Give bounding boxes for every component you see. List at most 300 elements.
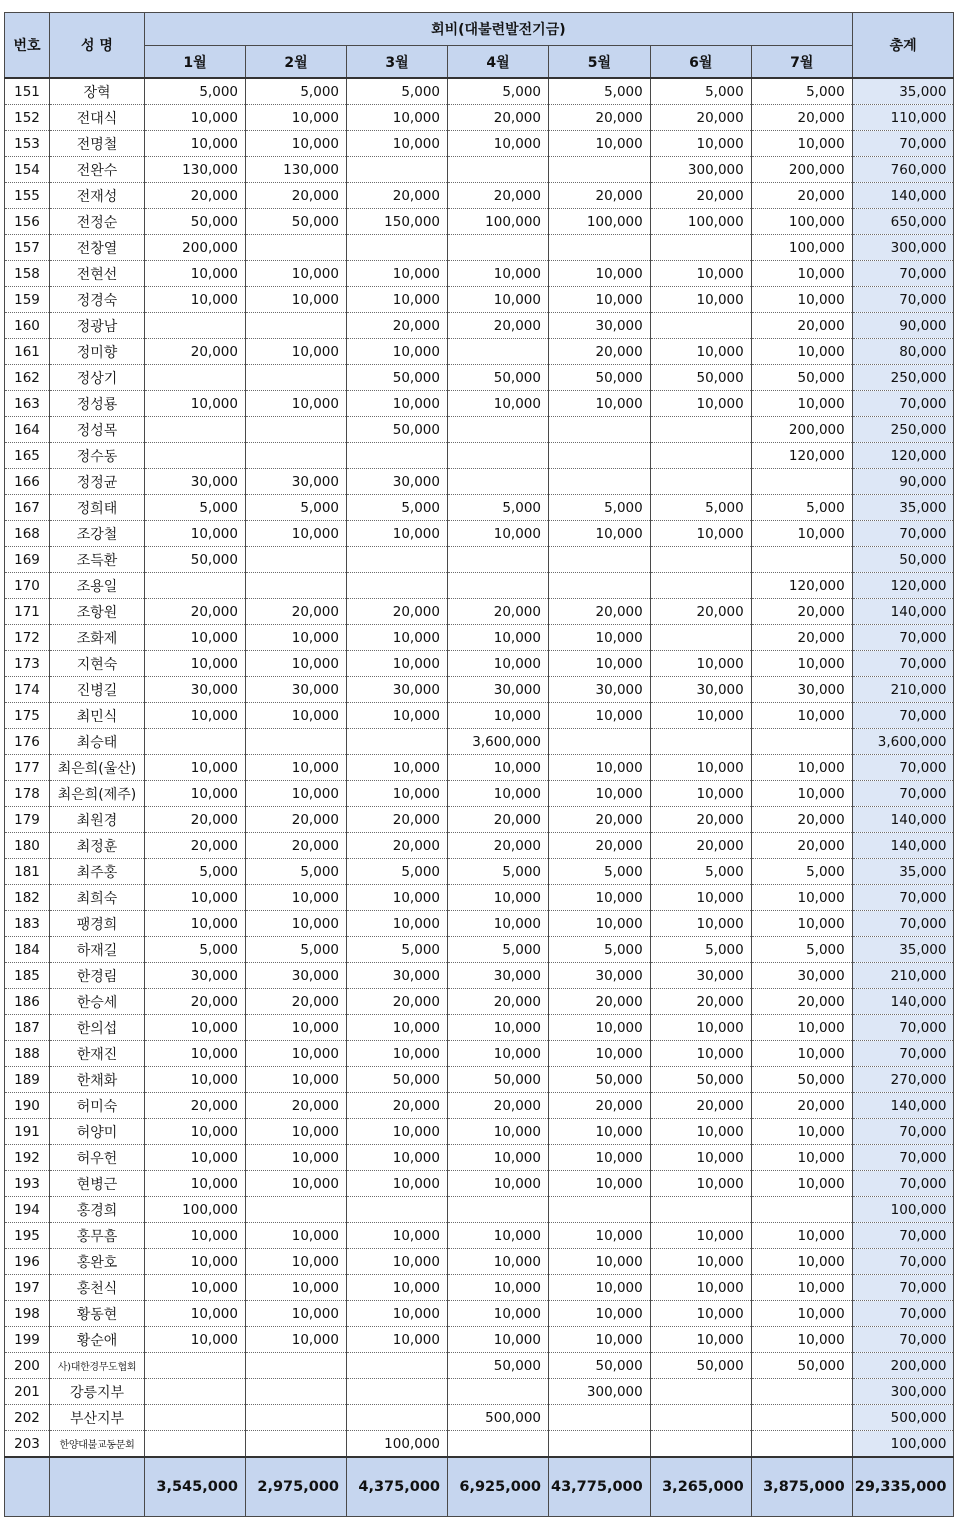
cell-month-6: 100,000 <box>650 209 751 235</box>
cell-month-5: 5,000 <box>549 495 651 521</box>
cell-month-2: 10,000 <box>246 1327 347 1353</box>
cell-month-1: 10,000 <box>145 521 246 547</box>
cell-no: 183 <box>5 911 50 937</box>
table-footer <box>5 1457 954 1517</box>
cell-month-5: 5,000 <box>549 78 651 105</box>
cell-month-5: 100,000 <box>549 209 651 235</box>
cell-month-2: 10,000 <box>246 781 347 807</box>
cell-name: 홍무흠 <box>50 1223 145 1249</box>
cell-month-4: 10,000 <box>448 1327 549 1353</box>
cell-month-6: 10,000 <box>650 885 751 911</box>
cell-month-1: 10,000 <box>145 1015 246 1041</box>
cell-total: 70,000 <box>852 755 954 781</box>
table-row <box>5 469 954 495</box>
cell-no: 158 <box>5 261 50 287</box>
cell-month-6: 300,000 <box>650 157 751 183</box>
cell-month-3: 100,000 <box>347 1431 448 1458</box>
cell-no: 154 <box>5 157 50 183</box>
cell-month-4: 10,000 <box>448 703 549 729</box>
table-row <box>5 287 954 313</box>
cell-month-6: 10,000 <box>650 1119 751 1145</box>
cell-name: 정광남 <box>50 313 145 339</box>
cell-month-3: 20,000 <box>347 313 448 339</box>
cell-month-3: 5,000 <box>347 78 448 105</box>
cell-month-5: 10,000 <box>549 1119 651 1145</box>
cell-no: 161 <box>5 339 50 365</box>
cell-month-3: 20,000 <box>347 599 448 625</box>
cell-month-4: 30,000 <box>448 963 549 989</box>
cell-month-2 <box>246 1405 347 1431</box>
cell-month-1: 10,000 <box>145 1249 246 1275</box>
cell-month-5: 50,000 <box>549 365 651 391</box>
cell-month-4: 30,000 <box>448 677 549 703</box>
cell-no: 165 <box>5 443 50 469</box>
cell-month-6 <box>650 1431 751 1458</box>
cell-month-4: 10,000 <box>448 261 549 287</box>
cell-month-6: 10,000 <box>650 391 751 417</box>
cell-month-3 <box>347 1405 448 1431</box>
cell-month-5: 20,000 <box>549 339 651 365</box>
cell-month-3: 10,000 <box>347 1275 448 1301</box>
table-row <box>5 885 954 911</box>
cell-name: 정성목 <box>50 417 145 443</box>
cell-month-1 <box>145 417 246 443</box>
cell-total: 140,000 <box>852 599 954 625</box>
cell-month-7: 50,000 <box>751 1353 852 1379</box>
cell-total: 35,000 <box>852 78 954 105</box>
cell-no: 186 <box>5 989 50 1015</box>
cell-month-5: 5,000 <box>549 859 651 885</box>
cell-month-5 <box>549 443 651 469</box>
table-row <box>5 859 954 885</box>
cell-month-5 <box>549 573 651 599</box>
cell-month-2: 30,000 <box>246 677 347 703</box>
cell-month-7: 10,000 <box>751 651 852 677</box>
cell-month-6: 50,000 <box>650 365 751 391</box>
cell-month-6: 10,000 <box>650 1145 751 1171</box>
cell-month-5: 10,000 <box>549 1223 651 1249</box>
cell-month-1: 10,000 <box>145 261 246 287</box>
cell-name: 전재성 <box>50 183 145 209</box>
cell-month-5: 10,000 <box>549 1275 651 1301</box>
cell-month-6: 10,000 <box>650 1249 751 1275</box>
cell-month-1: 10,000 <box>145 1041 246 1067</box>
cell-month-2: 10,000 <box>246 1041 347 1067</box>
donation-table <box>4 12 954 1517</box>
totals-row <box>5 1457 954 1517</box>
cell-month-7: 5,000 <box>751 78 852 105</box>
table-row <box>5 1275 954 1301</box>
cell-month-3: 10,000 <box>347 755 448 781</box>
cell-total: 300,000 <box>852 235 954 261</box>
cell-month-4: 10,000 <box>448 131 549 157</box>
cell-month-7: 200,000 <box>751 417 852 443</box>
cell-name: 사)대한경무도협회 <box>50 1353 145 1379</box>
cell-month-2: 30,000 <box>246 469 347 495</box>
cell-total: 140,000 <box>852 833 954 859</box>
cell-month-1 <box>145 313 246 339</box>
cell-month-2: 10,000 <box>246 1249 347 1275</box>
cell-month-7: 50,000 <box>751 1067 852 1093</box>
table-row <box>5 339 954 365</box>
cell-total: 140,000 <box>852 1093 954 1119</box>
cell-month-2: 20,000 <box>246 989 347 1015</box>
table-row <box>5 1145 954 1171</box>
cell-month-3: 10,000 <box>347 1327 448 1353</box>
cell-month-2 <box>246 443 347 469</box>
cell-month-2: 20,000 <box>246 183 347 209</box>
cell-month-2: 10,000 <box>246 885 347 911</box>
cell-month-4: 100,000 <box>448 209 549 235</box>
cell-month-1: 20,000 <box>145 339 246 365</box>
cell-month-1: 20,000 <box>145 183 246 209</box>
cell-month-3 <box>347 573 448 599</box>
cell-month-3: 10,000 <box>347 703 448 729</box>
cell-month-6 <box>650 417 751 443</box>
cell-month-4: 10,000 <box>448 755 549 781</box>
cell-month-6 <box>650 235 751 261</box>
cell-month-1: 10,000 <box>145 651 246 677</box>
cell-month-2 <box>246 729 347 755</box>
table-row <box>5 1301 954 1327</box>
cell-total: 140,000 <box>852 807 954 833</box>
cell-month-5: 20,000 <box>549 599 651 625</box>
cell-month-3: 10,000 <box>347 651 448 677</box>
cell-month-7: 10,000 <box>751 521 852 547</box>
table-row <box>5 1327 954 1353</box>
cell-total: 70,000 <box>852 651 954 677</box>
cell-month-1: 20,000 <box>145 599 246 625</box>
cell-name: 한양대불교동문회 <box>50 1431 145 1458</box>
cell-name: 정미향 <box>50 339 145 365</box>
table-body <box>5 78 954 1457</box>
cell-month-7: 20,000 <box>751 833 852 859</box>
cell-total: 140,000 <box>852 989 954 1015</box>
cell-month-3 <box>347 1197 448 1223</box>
cell-month-6: 10,000 <box>650 781 751 807</box>
cell-month-2: 10,000 <box>246 1171 347 1197</box>
cell-month-4: 10,000 <box>448 287 549 313</box>
cell-month-6: 10,000 <box>650 1015 751 1041</box>
cell-month-7: 10,000 <box>751 1327 852 1353</box>
cell-month-2: 10,000 <box>246 105 347 131</box>
cell-month-3: 20,000 <box>347 833 448 859</box>
table-row <box>5 235 954 261</box>
cell-month-5: 10,000 <box>549 755 651 781</box>
cell-month-2 <box>246 313 347 339</box>
cell-total: 90,000 <box>852 469 954 495</box>
cell-month-5: 10,000 <box>549 1327 651 1353</box>
cell-month-3: 10,000 <box>347 521 448 547</box>
cell-month-1: 10,000 <box>145 1301 246 1327</box>
cell-month-7: 20,000 <box>751 1093 852 1119</box>
cell-total: 250,000 <box>852 417 954 443</box>
cell-month-7: 30,000 <box>751 963 852 989</box>
cell-month-2 <box>246 417 347 443</box>
cell-month-2: 10,000 <box>246 755 347 781</box>
cell-month-1: 10,000 <box>145 1327 246 1353</box>
cell-total: 70,000 <box>852 1015 954 1041</box>
table-row <box>5 703 954 729</box>
cell-total: 70,000 <box>852 1301 954 1327</box>
cell-name: 정정균 <box>50 469 145 495</box>
cell-month-4: 10,000 <box>448 651 549 677</box>
cell-month-5 <box>549 235 651 261</box>
table-row <box>5 911 954 937</box>
cell-month-7: 100,000 <box>751 235 852 261</box>
cell-total: 35,000 <box>852 937 954 963</box>
cell-month-3: 50,000 <box>347 365 448 391</box>
cell-name: 조항원 <box>50 599 145 625</box>
cell-month-2: 10,000 <box>246 391 347 417</box>
cell-month-4: 10,000 <box>448 911 549 937</box>
cell-name: 정경숙 <box>50 287 145 313</box>
cell-month-6: 50,000 <box>650 1353 751 1379</box>
cell-month-7: 10,000 <box>751 885 852 911</box>
cell-month-4: 10,000 <box>448 1301 549 1327</box>
cell-name: 전대식 <box>50 105 145 131</box>
table-row <box>5 755 954 781</box>
cell-month-3: 20,000 <box>347 989 448 1015</box>
cell-month-4: 10,000 <box>448 1171 549 1197</box>
cell-month-3: 10,000 <box>347 1223 448 1249</box>
cell-month-2: 10,000 <box>246 339 347 365</box>
cell-total: 210,000 <box>852 677 954 703</box>
cell-month-1 <box>145 1405 246 1431</box>
cell-total: 70,000 <box>852 261 954 287</box>
cell-no: 163 <box>5 391 50 417</box>
cell-no: 190 <box>5 1093 50 1119</box>
cell-month-7 <box>751 1405 852 1431</box>
cell-month-2 <box>246 547 347 573</box>
cell-month-2: 10,000 <box>246 1015 347 1041</box>
cell-name: 조용일 <box>50 573 145 599</box>
cell-total: 70,000 <box>852 1145 954 1171</box>
cell-month-3: 10,000 <box>347 781 448 807</box>
cell-month-6: 10,000 <box>650 521 751 547</box>
cell-month-6 <box>650 729 751 755</box>
cell-no: 153 <box>5 131 50 157</box>
cell-month-6: 10,000 <box>650 1327 751 1353</box>
cell-month-7: 10,000 <box>751 1223 852 1249</box>
cell-name: 조강철 <box>50 521 145 547</box>
cell-total: 120,000 <box>852 573 954 599</box>
table-row <box>5 261 954 287</box>
cell-no: 159 <box>5 287 50 313</box>
cell-month-2 <box>246 1379 347 1405</box>
cell-total: 120,000 <box>852 443 954 469</box>
cell-no: 193 <box>5 1171 50 1197</box>
cell-month-2: 10,000 <box>246 521 347 547</box>
table-row <box>5 807 954 833</box>
cell-month-1: 50,000 <box>145 209 246 235</box>
totals-name <box>50 1457 145 1517</box>
table-row <box>5 1119 954 1145</box>
cell-month-5: 20,000 <box>549 989 651 1015</box>
cell-month-2: 10,000 <box>246 1067 347 1093</box>
cell-month-3: 20,000 <box>347 1093 448 1119</box>
cell-total: 70,000 <box>852 1171 954 1197</box>
cell-month-7 <box>751 469 852 495</box>
cell-month-6 <box>650 1197 751 1223</box>
cell-no: 168 <box>5 521 50 547</box>
table-row <box>5 547 954 573</box>
table-row <box>5 1093 954 1119</box>
cell-no: 164 <box>5 417 50 443</box>
cell-name: 한의섭 <box>50 1015 145 1041</box>
cell-month-5: 50,000 <box>549 1353 651 1379</box>
cell-month-5: 10,000 <box>549 521 651 547</box>
cell-month-1: 200,000 <box>145 235 246 261</box>
cell-name: 한채화 <box>50 1067 145 1093</box>
cell-month-3: 10,000 <box>347 287 448 313</box>
cell-month-2: 5,000 <box>246 937 347 963</box>
cell-month-5: 30,000 <box>549 677 651 703</box>
cell-name: 홍천식 <box>50 1275 145 1301</box>
cell-no: 189 <box>5 1067 50 1093</box>
cell-month-5: 20,000 <box>549 105 651 131</box>
cell-month-4 <box>448 417 549 443</box>
cell-month-3: 10,000 <box>347 391 448 417</box>
cell-month-4 <box>448 157 549 183</box>
cell-total: 250,000 <box>852 365 954 391</box>
cell-month-6: 20,000 <box>650 599 751 625</box>
cell-month-1: 10,000 <box>145 1145 246 1171</box>
cell-month-5: 10,000 <box>549 287 651 313</box>
cell-total: 70,000 <box>852 131 954 157</box>
cell-month-2: 130,000 <box>246 157 347 183</box>
cell-month-6: 10,000 <box>650 1041 751 1067</box>
table-row <box>5 157 954 183</box>
cell-month-2: 10,000 <box>246 1119 347 1145</box>
cell-month-2: 20,000 <box>246 599 347 625</box>
cell-name: 전창열 <box>50 235 145 261</box>
cell-month-5 <box>549 417 651 443</box>
cell-no: 173 <box>5 651 50 677</box>
cell-month-7: 10,000 <box>751 1015 852 1041</box>
cell-month-2: 10,000 <box>246 1275 347 1301</box>
cell-month-3 <box>347 443 448 469</box>
totals-month-5: 43,775,000 <box>549 1457 651 1517</box>
cell-month-4: 10,000 <box>448 521 549 547</box>
cell-month-5 <box>549 729 651 755</box>
cell-name: 최은희(제주) <box>50 781 145 807</box>
cell-month-6 <box>650 443 751 469</box>
cell-month-6: 10,000 <box>650 131 751 157</box>
table-row <box>5 209 954 235</box>
cell-month-4: 20,000 <box>448 807 549 833</box>
cell-month-5: 20,000 <box>549 183 651 209</box>
cell-month-2: 5,000 <box>246 78 347 105</box>
cell-month-3: 10,000 <box>347 1171 448 1197</box>
cell-total: 70,000 <box>852 781 954 807</box>
cell-name: 지현숙 <box>50 651 145 677</box>
cell-no: 195 <box>5 1223 50 1249</box>
cell-month-5: 30,000 <box>549 963 651 989</box>
cell-name: 최주홍 <box>50 859 145 885</box>
cell-month-3: 5,000 <box>347 859 448 885</box>
cell-month-6: 5,000 <box>650 78 751 105</box>
table-row <box>5 131 954 157</box>
cell-month-1: 30,000 <box>145 469 246 495</box>
cell-no: 166 <box>5 469 50 495</box>
table-row <box>5 105 954 131</box>
cell-month-3: 10,000 <box>347 625 448 651</box>
cell-month-4: 20,000 <box>448 833 549 859</box>
cell-no: 197 <box>5 1275 50 1301</box>
cell-month-7: 10,000 <box>751 781 852 807</box>
header-month-7: 7월 <box>751 46 852 79</box>
cell-total: 70,000 <box>852 885 954 911</box>
cell-month-7: 20,000 <box>751 183 852 209</box>
table-row <box>5 313 954 339</box>
cell-month-4 <box>448 469 549 495</box>
cell-month-7: 120,000 <box>751 573 852 599</box>
cell-month-4: 10,000 <box>448 1119 549 1145</box>
cell-total: 100,000 <box>852 1431 954 1458</box>
cell-no: 157 <box>5 235 50 261</box>
cell-month-7 <box>751 1197 852 1223</box>
cell-month-3 <box>347 157 448 183</box>
cell-month-6 <box>650 1379 751 1405</box>
cell-month-6: 10,000 <box>650 651 751 677</box>
cell-total: 70,000 <box>852 1327 954 1353</box>
cell-month-5: 20,000 <box>549 807 651 833</box>
cell-month-4: 20,000 <box>448 599 549 625</box>
cell-month-7: 10,000 <box>751 1275 852 1301</box>
cell-month-1 <box>145 365 246 391</box>
cell-month-4: 10,000 <box>448 1015 549 1041</box>
cell-total: 270,000 <box>852 1067 954 1093</box>
cell-month-5: 10,000 <box>549 625 651 651</box>
cell-name: 허양미 <box>50 1119 145 1145</box>
cell-month-6: 10,000 <box>650 911 751 937</box>
cell-month-1: 30,000 <box>145 677 246 703</box>
cell-month-4: 10,000 <box>448 1145 549 1171</box>
cell-month-4: 10,000 <box>448 781 549 807</box>
cell-month-6 <box>650 547 751 573</box>
cell-month-3: 10,000 <box>347 885 448 911</box>
header-no: 번호 <box>5 13 50 79</box>
table-row <box>5 495 954 521</box>
cell-month-3: 10,000 <box>347 1301 448 1327</box>
table-row <box>5 78 954 105</box>
cell-month-1: 5,000 <box>145 937 246 963</box>
header-name: 성 명 <box>50 13 145 79</box>
cell-month-5: 10,000 <box>549 651 651 677</box>
cell-no: 176 <box>5 729 50 755</box>
cell-month-3: 30,000 <box>347 469 448 495</box>
cell-month-7: 30,000 <box>751 677 852 703</box>
cell-month-6 <box>650 313 751 339</box>
cell-total: 760,000 <box>852 157 954 183</box>
cell-total: 100,000 <box>852 1197 954 1223</box>
table-row <box>5 677 954 703</box>
cell-name: 정수동 <box>50 443 145 469</box>
cell-month-5: 10,000 <box>549 1041 651 1067</box>
cell-month-1: 10,000 <box>145 755 246 781</box>
table-row <box>5 521 954 547</box>
cell-month-2: 30,000 <box>246 963 347 989</box>
cell-month-1: 10,000 <box>145 1067 246 1093</box>
cell-month-5: 10,000 <box>549 391 651 417</box>
cell-month-5 <box>549 469 651 495</box>
cell-month-4 <box>448 547 549 573</box>
cell-month-2: 10,000 <box>246 287 347 313</box>
cell-month-1 <box>145 1431 246 1458</box>
cell-name: 현병근 <box>50 1171 145 1197</box>
cell-month-4 <box>448 443 549 469</box>
